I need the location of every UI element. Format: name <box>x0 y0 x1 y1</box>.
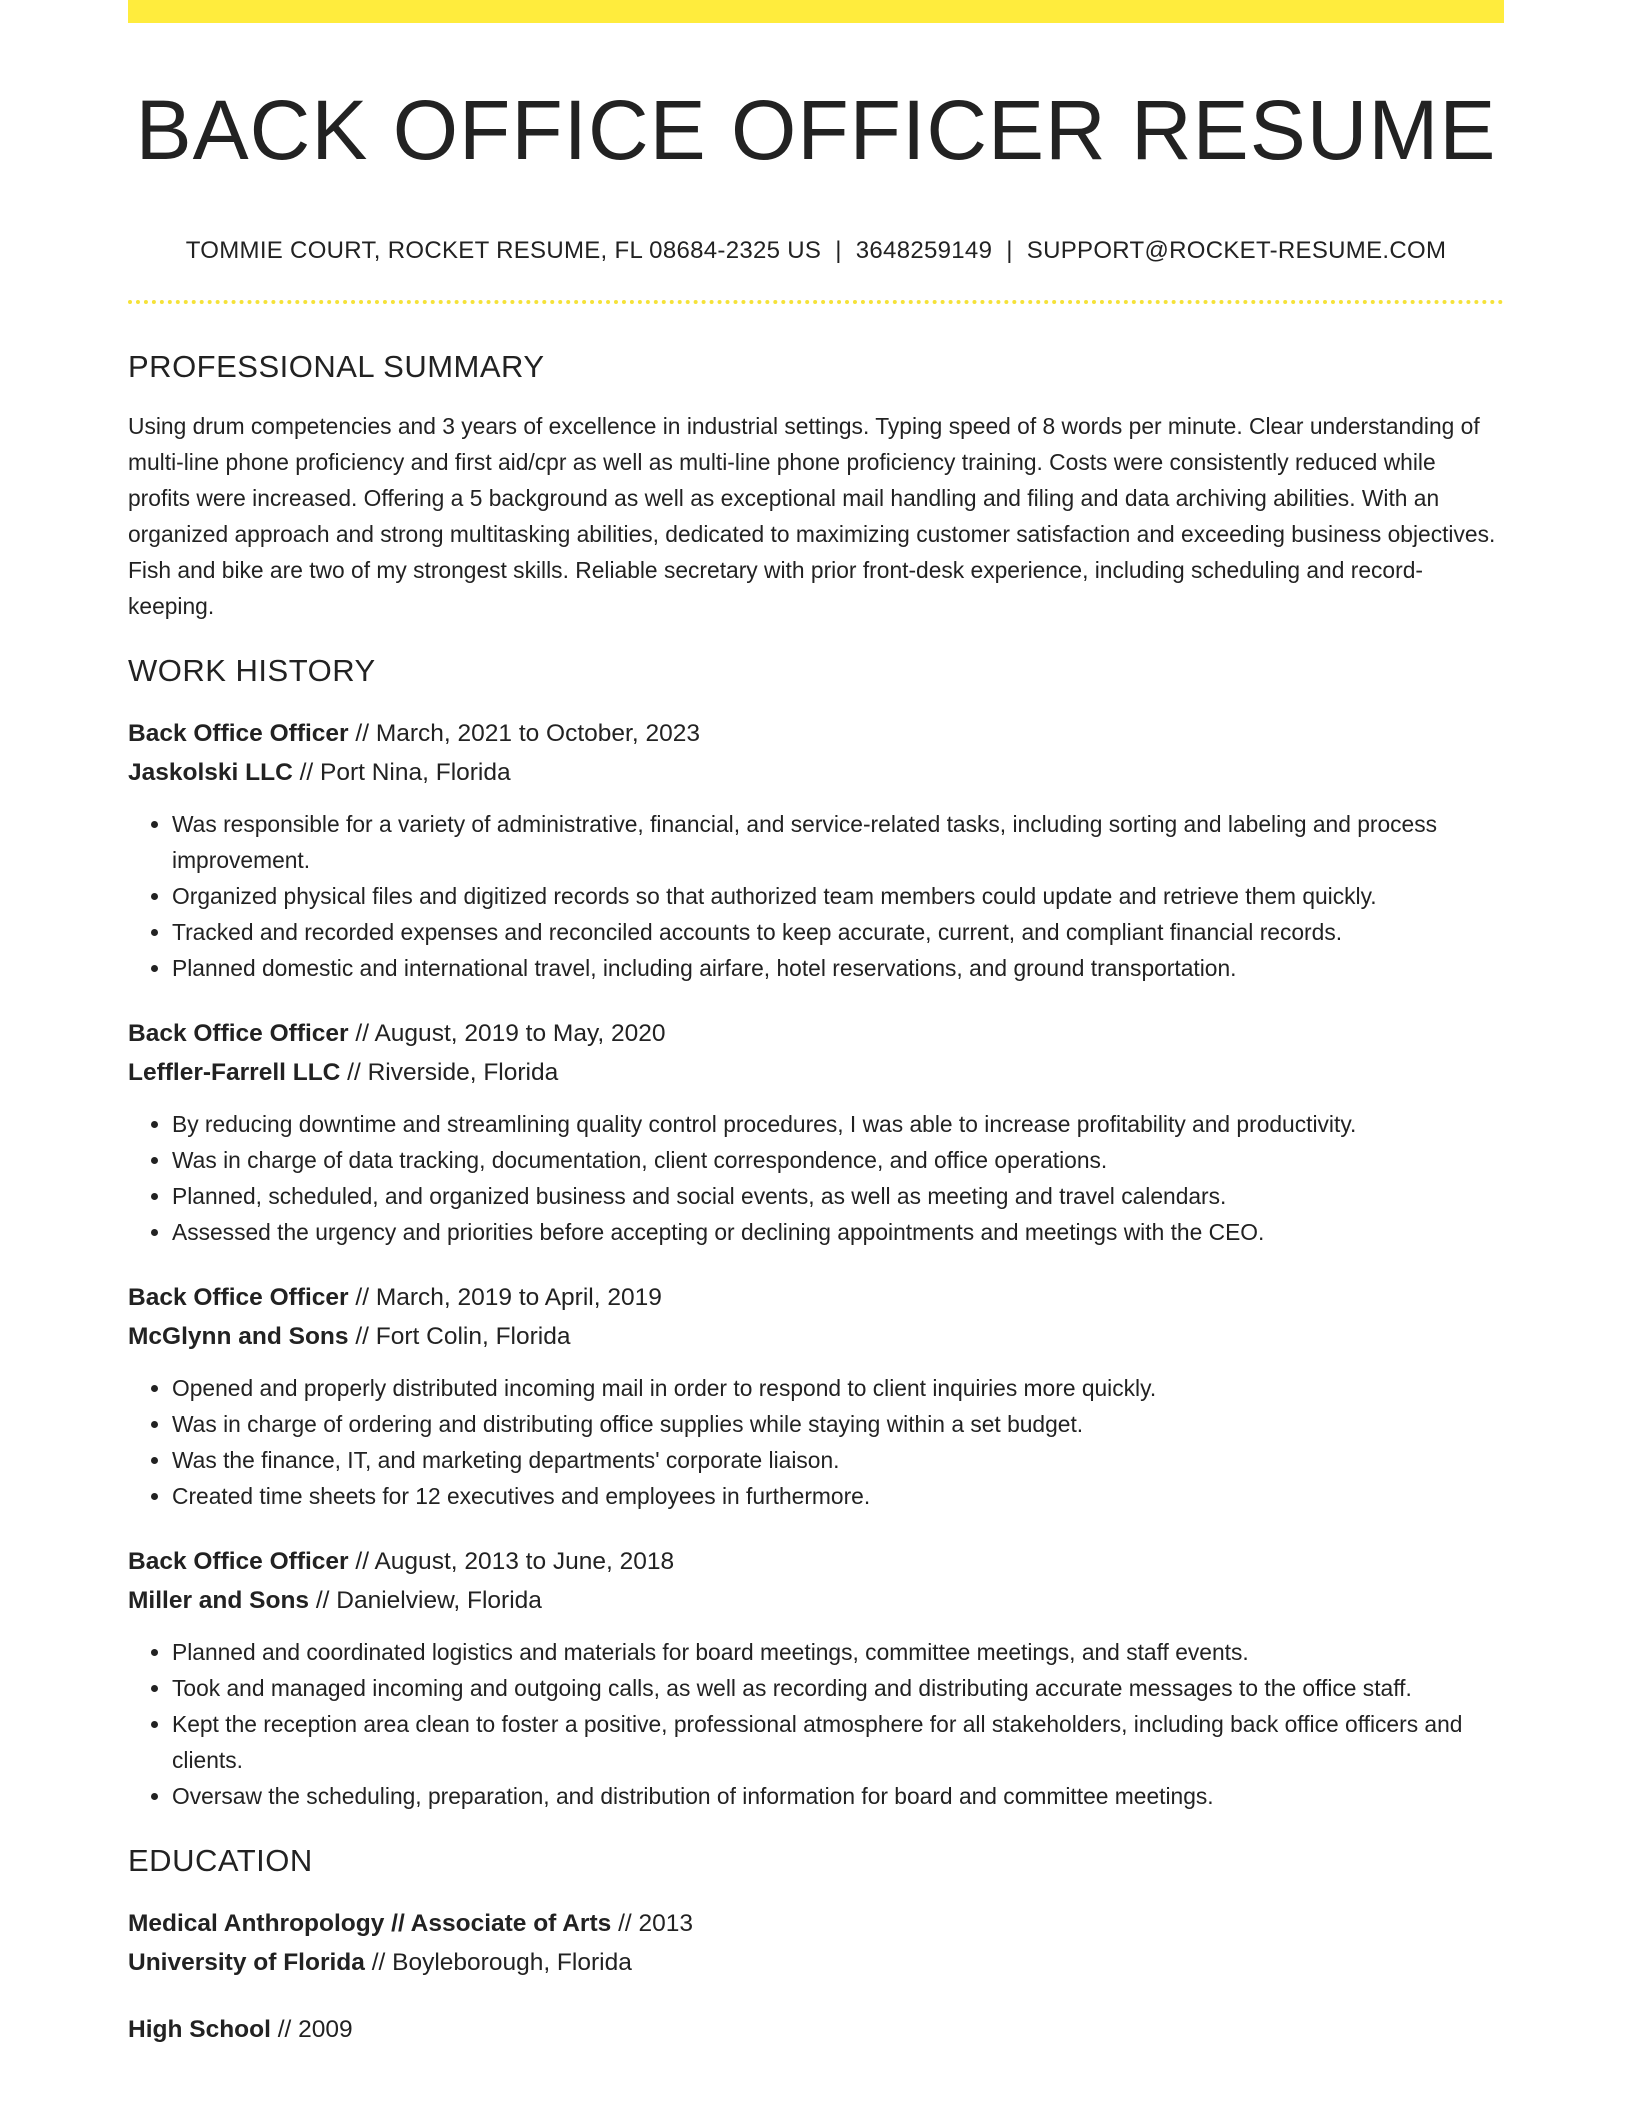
job-company: McGlynn and Sons <box>128 1323 349 1350</box>
education-year: // 2013 <box>611 1910 693 1937</box>
resume-title: BACK OFFICE OFFICER RESUME <box>135 83 1497 177</box>
education-entry <box>128 1904 1504 1982</box>
job-title-line <box>128 1014 1504 1053</box>
job-bullet: • Created time sheets for 12 executives and employees in furthermore. <box>172 1478 1504 1514</box>
job-bullet: • Planned domestic and international travel, including airfare, hotel reservations, and ground transportation. <box>172 950 1504 986</box>
education-heading: EDUCATION <box>128 1843 313 1878</box>
job-bullets <box>128 1106 1504 1250</box>
contact-separator: | <box>1006 237 1013 264</box>
job-company: Miller and Sons <box>128 1587 310 1614</box>
education-year: // 2009 <box>270 2016 353 2043</box>
job-location: // Danielview, Florida <box>309 1587 542 1614</box>
job-title: Back Office Officer <box>128 1548 349 1575</box>
job-bullets <box>128 806 1504 986</box>
job-location: // Port Nina, Florida <box>292 759 511 786</box>
job-bullet: • Organized physical files and digitized records so that authorized team members could update and retrieve them quickly. <box>172 878 1504 914</box>
job-bullet: • Took and managed incoming and outgoing calls, as well as recording and distributing accurate messages to the office staff. <box>172 1670 1504 1706</box>
education-school-line <box>128 1943 1504 1982</box>
job-bullet: • Was in charge of data tracking, documentation, client correspondence, and office operations. <box>172 1142 1504 1178</box>
job-bullet: • By reducing downtime and streamlining quality control procedures, I was able to increase profitability and productivity. <box>172 1106 1504 1142</box>
job-bullet: • Was the finance, IT, and marketing departments' corporate liaison. <box>172 1442 1504 1478</box>
contact-phone: 3648259149 <box>855 237 993 264</box>
contact-address: TOMMIE COURT, ROCKET RESUME, FL 08684-2325 US <box>185 237 822 264</box>
education-degree-line <box>128 2010 1504 2049</box>
job-bullet: • Tracked and recorded expenses and reconciled accounts to keep accurate, current, and compliant financial records. <box>172 914 1504 950</box>
work-history-list <box>128 714 1504 1814</box>
contact-separator: | <box>835 237 842 264</box>
job-entry <box>128 1014 1504 1250</box>
resume-content <box>128 0 1504 2049</box>
job-bullet: • Was responsible for a variety of administrative, financial, and service-related tasks, including sorting and labeling and process improvement. <box>172 806 1504 878</box>
summary-text: Using drum competencies and 3 years of excellence in industrial settings. Typing speed of 8 words per minute. Clear understanding of multi-line phone proficiency and first aid/cpr as well as multi-line phone proficiency training. Costs were consistently reduced while profits were increased. Offering a 5 background as well as exceptional mail handling and filing and data archiving abilities. With an organized approach and strong multitasking abilities, dedicated to maximizing customer satisfaction and exceeding business objectives. Fish and bike are two of my strongest skills. Reliable secretary with prior front-desk experience, including scheduling and record-keeping. <box>128 413 1496 619</box>
job-bullet: • Assessed the urgency and priorities before accepting or declining appointments and meetings with the CEO. <box>172 1214 1504 1250</box>
education-location: // Boyleborough, Florida <box>364 1949 632 1976</box>
job-location: // Fort Colin, Florida <box>348 1323 571 1350</box>
job-dates: // March, 2021 to October, 2023 <box>348 720 700 747</box>
job-title-line <box>128 1278 1504 1317</box>
job-bullet: • Oversaw the scheduling, preparation, and distribution of information for board and committee meetings. <box>172 1778 1504 1814</box>
job-company-line <box>128 1581 1504 1620</box>
job-dates: // March, 2019 to April, 2019 <box>348 1284 662 1311</box>
job-title-line <box>128 714 1504 753</box>
job-bullet: • Kept the reception area clean to foster a positive, professional atmosphere for all stakeholders, including back office officers and clients. <box>172 1706 1504 1778</box>
job-company-line <box>128 1053 1504 1092</box>
job-dates: // August, 2013 to June, 2018 <box>348 1548 675 1575</box>
education-degree: High School <box>128 2016 271 2043</box>
job-entry <box>128 1542 1504 1814</box>
job-bullet: • Planned and coordinated logistics and materials for board meetings, committee meetings, and staff events. <box>172 1634 1504 1670</box>
job-title: Back Office Officer <box>128 1284 349 1311</box>
contact-email: SUPPORT@ROCKET-RESUME.COM <box>1026 237 1447 264</box>
job-title-line <box>128 1542 1504 1581</box>
work-history-heading: WORK HISTORY <box>128 653 376 688</box>
summary-heading: PROFESSIONAL SUMMARY <box>128 349 545 384</box>
job-bullets <box>128 1634 1504 1814</box>
dotted-divider <box>128 300 1504 304</box>
job-dates: // August, 2019 to May, 2020 <box>348 1020 666 1047</box>
job-company-line <box>128 753 1504 792</box>
job-location: // Riverside, Florida <box>340 1059 559 1086</box>
job-title: Back Office Officer <box>128 720 349 747</box>
job-bullet: • Planned, scheduled, and organized business and social events, as well as meeting and travel calendars. <box>172 1178 1504 1214</box>
education-school: University of Florida <box>128 1949 365 1976</box>
job-bullet: • Opened and properly distributed incoming mail in order to respond to client inquiries more quickly. <box>172 1370 1504 1406</box>
job-entry <box>128 714 1504 986</box>
education-degree-line <box>128 1904 1504 1943</box>
job-bullet: • Was in charge of ordering and distributing office supplies while staying within a set budget. <box>172 1406 1504 1442</box>
education-degree: Medical Anthropology // Associate of Arts <box>128 1910 612 1937</box>
job-company: Leffler-Farrell LLC <box>128 1059 341 1086</box>
job-company-line <box>128 1317 1504 1356</box>
job-company: Jaskolski LLC <box>128 759 293 786</box>
contact-line <box>128 236 1504 266</box>
education-entry <box>128 2010 1504 2049</box>
job-title: Back Office Officer <box>128 1020 349 1047</box>
job-bullets <box>128 1370 1504 1514</box>
job-entry <box>128 1278 1504 1514</box>
